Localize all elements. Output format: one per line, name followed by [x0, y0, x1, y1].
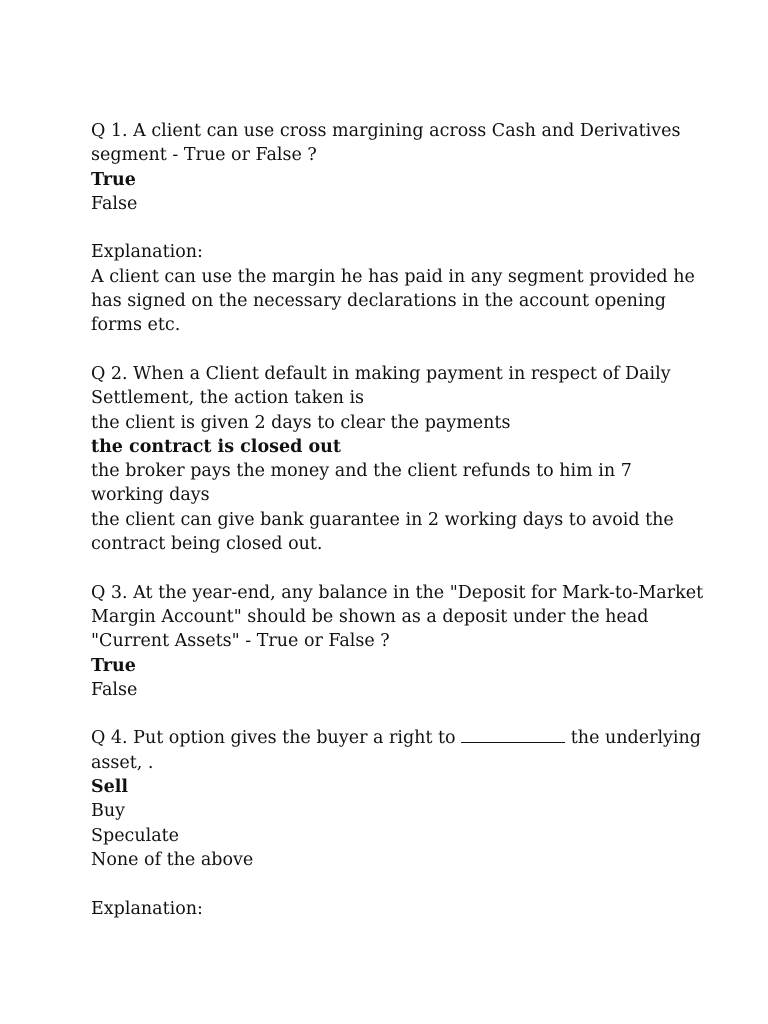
document-page — [91, 119, 704, 921]
question-4-text-line-2: asset, . — [91, 752, 154, 773]
question-2-option-d-line-1: the client can give bank guarantee in 2 working days to avoid the — [91, 509, 674, 530]
question-2-option-b-correct: the contract is closed out — [91, 436, 341, 457]
question-2-option-d-line-2: contract being closed out. — [91, 534, 323, 555]
question-3-text-line-3: "Current Assets" - True or False ? — [91, 631, 390, 652]
question-4-option-speculate: Speculate — [91, 825, 180, 846]
question-2-option-c-line-1: the broker pays the money and the client refunds to him in 7 — [91, 461, 632, 482]
question-2 — [91, 362, 691, 556]
question-2-option-a: the client is given 2 days to clear the payments — [91, 412, 511, 433]
question-4-explanation-label: Explanation: — [91, 898, 203, 919]
question-4-option-sell-correct: Sell — [91, 777, 129, 798]
question-3-option-true-correct: True — [91, 655, 136, 676]
fill-in-blank — [461, 727, 565, 743]
question-4-option-buy: Buy — [91, 801, 126, 822]
question-2-option-c-line-2: working days — [91, 485, 210, 506]
question-1-text-line-1: Q 1. A client can use cross margining across Cash and Derivatives — [91, 121, 681, 141]
question-1-text-line-2: segment - True or False ? — [91, 145, 317, 166]
question-3-option-false: False — [91, 679, 138, 700]
question-4-text-part-2: the underlying — [570, 728, 702, 749]
question-1-explanation-line-1: A client can use the margin he has paid in any segment provided he — [91, 266, 695, 287]
question-3-text-line-1: Q 3. At the year-end, any balance in the "Deposit for Mark-to-Market — [91, 582, 704, 603]
question-3-text-line-2: Margin Account" should be shown as a deposit under the head — [91, 606, 649, 627]
question-1-explanation-label: Explanation: — [91, 242, 203, 263]
question-4-text-part-1: Q 4. Put option gives the buyer a right to — [91, 728, 456, 749]
question-1-explanation-line-3: forms etc. — [91, 315, 181, 336]
question-2-text-line-1: Q 2. When a Client default in making payment in respect of Daily — [91, 363, 671, 384]
question-4 — [91, 726, 702, 920]
question-2-text-line-2: Settlement, the action taken is — [91, 388, 365, 409]
question-4-option-none: None of the above — [91, 849, 254, 870]
question-1-option-false: False — [91, 193, 138, 214]
question-4-text-line-1 — [91, 726, 702, 750]
question-1-option-true-correct: True — [91, 169, 136, 190]
question-1 — [91, 119, 695, 338]
question-1-explanation-line-2: has signed on the necessary declarations in the account opening — [91, 291, 666, 312]
question-3 — [91, 581, 704, 702]
